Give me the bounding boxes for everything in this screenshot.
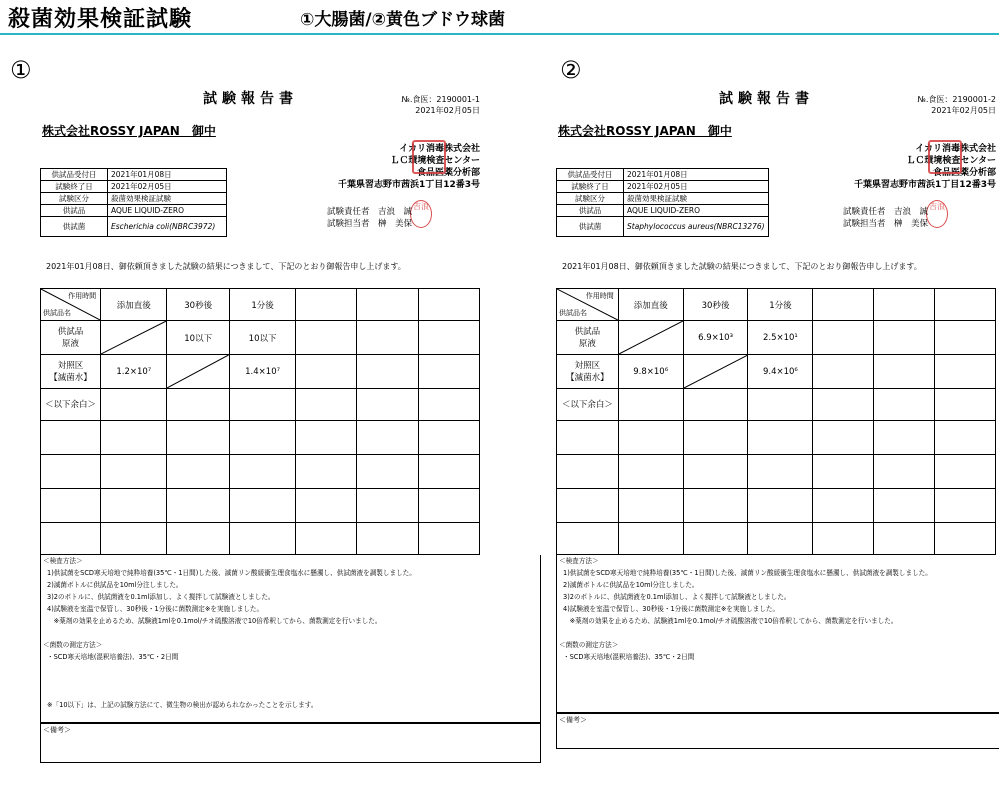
note-line: ※「10以下」は、上記の試験方法にて、微生物の検出が認められなかったことを示します。	[47, 701, 318, 709]
title-underline	[0, 33, 999, 35]
report-title: 試験報告書	[203, 91, 298, 107]
column-header: 添加直後	[101, 289, 167, 321]
table-cell-na	[683, 355, 748, 389]
table-cell	[618, 455, 683, 489]
table-row	[557, 455, 996, 489]
table-cell	[296, 389, 357, 421]
row-label	[557, 389, 619, 421]
table-cell	[101, 489, 167, 523]
column-header: 1分後	[229, 289, 295, 321]
note-line	[41, 675, 540, 687]
column-header	[935, 289, 996, 321]
table-row	[41, 523, 480, 555]
row-label	[557, 455, 619, 489]
col-header-time: 作用時間	[585, 292, 614, 300]
table-cell	[167, 455, 230, 489]
column-header	[357, 289, 418, 321]
table-row	[557, 389, 996, 421]
column-header	[813, 289, 874, 321]
info-value: 2021年01月08日	[624, 169, 769, 181]
report-marker-2: ②	[560, 56, 582, 84]
table-cell	[935, 489, 996, 523]
tester-person: 試験担当者 榊 美保	[843, 219, 929, 229]
col-header-sample: 供試品名	[43, 309, 71, 317]
row-label	[41, 523, 101, 555]
info-value: 2021年01月08日	[108, 169, 227, 181]
report-title: 試験報告書	[719, 91, 814, 107]
note-line: 3)2のボトルに、供試菌液を0.1ml添加し、よく撹拌して試験液としました。	[563, 593, 791, 601]
info-value: Escherichia coli(NBRC3972)	[108, 217, 227, 237]
table-cell	[296, 321, 357, 355]
personal-seal-stamp: 吉浪	[410, 200, 432, 228]
table-cell	[167, 421, 230, 455]
col-header-time: 作用時間	[68, 292, 97, 300]
report-sheet-1	[40, 88, 480, 788]
info-key: 試験終了日	[41, 181, 108, 193]
info-key: 供試菌	[557, 217, 624, 237]
table-cell	[935, 355, 996, 389]
note-line: 4)試験液を室温で保管し、30秒後・1分後に菌数測定※を実施しました。	[47, 605, 264, 613]
row-label	[41, 355, 101, 389]
table-cell	[618, 389, 683, 421]
note-line: 4)試験液を室温で保管し、30秒後・1分後に菌数測定※を実施しました。	[563, 605, 780, 613]
test-method-notes	[40, 555, 541, 723]
responsible-block	[327, 206, 412, 230]
note-line: ※薬剤の効果を止めるため、試験液1mlを0.1mol/チオ硫酸溶液で10倍希釈してから、菌数測定を行いました。	[47, 617, 382, 625]
personal-seal-stamp: 吉浪	[926, 200, 948, 228]
table-cell	[813, 355, 874, 389]
table-cell	[874, 455, 935, 489]
note-line	[557, 627, 999, 639]
table-cell	[229, 489, 295, 523]
column-header: 30秒後	[683, 289, 748, 321]
table-cell	[101, 421, 167, 455]
table-cell: 1.4×10⁷	[229, 355, 295, 389]
note-line: 3)2のボトルに、供試菌液を0.1ml添加し、よく撹拌して試験液としました。	[47, 593, 275, 601]
table-cell	[296, 421, 357, 455]
responsible-person: 試験責任者 吉浪 誠	[843, 207, 929, 217]
table-cell: 2.5×10¹	[748, 321, 813, 355]
table-cell	[229, 421, 295, 455]
issuer-line: イカリ消毒株式会社	[915, 144, 996, 154]
info-key: 供試品	[41, 205, 108, 217]
company-seal-stamp	[928, 140, 962, 174]
row-label-text: 供試品 原液	[574, 326, 601, 349]
info-key: 試験終了日	[557, 181, 624, 193]
report-date: 2021年02月05日	[415, 106, 480, 115]
info-row	[41, 217, 227, 237]
table-cell	[357, 523, 418, 555]
info-value: 2021年02月05日	[624, 181, 769, 193]
table-cell	[874, 389, 935, 421]
info-value: AQUE LIQUID-ZERO	[108, 205, 227, 217]
row-label-text	[586, 433, 589, 443]
row-label	[557, 523, 619, 555]
row-label	[557, 489, 619, 523]
table-row	[557, 489, 996, 523]
note-line: ※薬剤の効果を止めるため、試験液1mlを0.1mol/チオ硫酸溶液で10倍希釈してから、菌数測定を行いました。	[563, 617, 898, 625]
table-cell	[418, 321, 479, 355]
row-label-text	[586, 501, 589, 511]
table-cell	[748, 523, 813, 555]
row-label-text	[69, 467, 72, 477]
table-row	[41, 455, 480, 489]
note-line	[41, 663, 540, 675]
table-cell	[296, 355, 357, 389]
row-label	[41, 321, 101, 355]
note-line: 2)滅菌ボトルに供試品を10ml分注しました。	[47, 581, 183, 589]
table-cell: 10以下	[229, 321, 295, 355]
note-line	[41, 687, 540, 699]
info-key: 供試品受付日	[41, 169, 108, 181]
table-cell: 9.4×10⁶	[748, 355, 813, 389]
row-label	[557, 421, 619, 455]
sample-info-table	[40, 168, 227, 237]
report-marker-1: ①	[10, 56, 32, 84]
results-header-row	[41, 289, 480, 321]
row-label-text: ＜以下余白＞	[561, 399, 613, 410]
table-cell	[813, 389, 874, 421]
note-line	[557, 675, 999, 687]
table-cell	[874, 523, 935, 555]
info-value: Staphylococcus aureus(NBRC13276)	[624, 217, 769, 237]
issuer-line: ＬＣ環境検査センター	[906, 156, 996, 166]
table-cell	[683, 455, 748, 489]
responsible-block	[843, 206, 928, 230]
info-value: 殺菌効果検証試験	[108, 193, 227, 205]
sample-info-table	[556, 168, 769, 237]
info-key: 試験区分	[557, 193, 624, 205]
table-cell	[229, 389, 295, 421]
row-label-text: ＜以下余白＞	[45, 399, 97, 410]
table-row	[557, 355, 996, 389]
info-key: 試験区分	[41, 193, 108, 205]
issuer-block	[854, 143, 996, 191]
remarks-box	[556, 713, 999, 749]
table-cell	[874, 489, 935, 523]
responsible-person: 試験責任者 吉浪 誠	[327, 207, 413, 217]
table-cell	[813, 321, 874, 355]
note-line: ＜検査方法＞	[559, 557, 599, 565]
table-cell	[357, 355, 418, 389]
issuer-line: イカリ消毒株式会社	[399, 144, 480, 154]
report-number: №.食医：2190001-2	[917, 95, 996, 104]
corner-header-cell	[557, 289, 619, 321]
row-label-text	[69, 534, 72, 544]
results-table	[40, 288, 480, 555]
table-cell	[813, 455, 874, 489]
title-bar	[0, 0, 999, 36]
row-label-text	[586, 534, 589, 544]
note-line: 2)滅菌ボトルに供試品を10ml分注しました。	[563, 581, 699, 589]
column-header	[874, 289, 935, 321]
results-table	[556, 288, 996, 555]
table-cell: 10以下	[167, 321, 230, 355]
table-cell-na	[167, 355, 230, 389]
row-label-text	[69, 501, 72, 511]
table-cell	[935, 421, 996, 455]
info-row	[41, 169, 227, 181]
table-row	[41, 321, 480, 355]
issuer-line: 食品医薬分析部	[932, 168, 996, 178]
table-cell	[167, 489, 230, 523]
table-cell	[935, 389, 996, 421]
remarks-box	[40, 723, 541, 763]
row-label	[41, 421, 101, 455]
table-cell	[618, 489, 683, 523]
column-header: 30秒後	[167, 289, 230, 321]
corner-header-cell	[41, 289, 101, 321]
table-cell	[874, 421, 935, 455]
table-cell	[813, 421, 874, 455]
company-seal-stamp	[412, 140, 446, 174]
remarks-label: ＜備考＞	[43, 726, 71, 734]
table-row	[41, 355, 480, 389]
table-cell	[357, 421, 418, 455]
issuer-line: ＬＣ環境検査センター	[390, 156, 480, 166]
row-label-text	[586, 467, 589, 477]
note-line: 1)供試菌をSCD寒天培地で純粋培養(35℃・1日間)した後、滅菌リン酸緩衝生理食塩水に懸濁し、供試菌液を調製しました。	[47, 569, 416, 577]
table-cell	[748, 455, 813, 489]
table-cell: 9.8×10⁶	[618, 355, 683, 389]
report-number: №.食医：2190001-1	[401, 95, 480, 104]
report-date: 2021年02月05日	[931, 106, 996, 115]
row-label	[41, 389, 101, 421]
note-line: ・SCD寒天培地(混釈培養法)、35℃・2日間	[47, 653, 179, 661]
issuer-line: 千葉県習志野市茜浜1丁目12番3号	[853, 180, 996, 190]
column-header	[418, 289, 479, 321]
report-sheet-2	[556, 88, 996, 788]
info-row	[557, 217, 769, 237]
note-line: 1)供試菌をSCD寒天培地で純粋培養(35℃・1日間)した後、滅菌リン酸緩衝生理食塩水に懸濁し、供試菌液を調製しました。	[563, 569, 932, 577]
table-cell-na	[101, 321, 167, 355]
note-line	[41, 627, 540, 639]
table-row	[41, 421, 480, 455]
row-label-text	[69, 433, 72, 443]
column-header	[296, 289, 357, 321]
report-number-block	[402, 94, 480, 116]
info-key: 供試菌	[41, 217, 108, 237]
table-row	[557, 421, 996, 455]
table-cell	[748, 389, 813, 421]
info-key: 供試品受付日	[557, 169, 624, 181]
results-header-row	[557, 289, 996, 321]
table-cell	[683, 421, 748, 455]
table-cell: 6.9×10³	[683, 321, 748, 355]
info-row	[557, 169, 769, 181]
table-cell	[357, 389, 418, 421]
table-cell-na	[618, 321, 683, 355]
table-cell	[101, 389, 167, 421]
table-cell	[418, 421, 479, 455]
table-cell	[357, 489, 418, 523]
row-label	[557, 321, 619, 355]
table-cell	[935, 455, 996, 489]
test-method-notes	[556, 555, 999, 713]
table-row	[41, 489, 480, 523]
table-cell	[418, 389, 479, 421]
table-cell	[229, 455, 295, 489]
table-row	[557, 523, 996, 555]
page-subtitle: ①大腸菌/②黄色ブドウ球菌	[300, 10, 505, 30]
info-value: 殺菌効果検証試験	[624, 193, 769, 205]
info-row	[41, 181, 227, 193]
client-name: 株式会社ROSSY JAPAN 御中	[42, 124, 216, 138]
row-label-text: 対照区 【滅菌水】	[49, 360, 92, 383]
table-cell	[874, 321, 935, 355]
table-cell	[357, 321, 418, 355]
table-cell	[748, 489, 813, 523]
info-row	[557, 193, 769, 205]
table-cell	[296, 489, 357, 523]
issuer-block	[338, 143, 480, 191]
report-number-block	[918, 94, 996, 116]
table-cell	[813, 523, 874, 555]
issuer-line: 千葉県習志野市茜浜1丁目12番3号	[337, 180, 480, 190]
table-cell	[935, 321, 996, 355]
note-line	[557, 699, 999, 711]
greeting-text: 2021年01月08日、御依頼頂きました試験の結果につきまして、下記のとおり御報告申し上げます。	[562, 262, 922, 271]
client-name: 株式会社ROSSY JAPAN 御中	[558, 124, 732, 138]
note-line: ＜菌数の測定方法＞	[559, 641, 619, 649]
table-cell	[813, 489, 874, 523]
table-cell	[167, 389, 230, 421]
table-cell	[618, 421, 683, 455]
table-cell	[296, 523, 357, 555]
note-line: ＜菌数の測定方法＞	[43, 641, 103, 649]
row-label	[557, 355, 619, 389]
info-key: 供試品	[557, 205, 624, 217]
note-line: ＜検査方法＞	[43, 557, 83, 565]
info-row	[557, 205, 769, 217]
table-cell	[683, 389, 748, 421]
row-label-text: 対照区 【滅菌水】	[566, 360, 609, 383]
column-header: 1分後	[748, 289, 813, 321]
table-cell	[874, 355, 935, 389]
greeting-text: 2021年01月08日、御依頼頂きました試験の結果につきまして、下記のとおり御報告申し上げます。	[46, 262, 406, 271]
note-line	[557, 663, 999, 675]
table-cell	[418, 523, 479, 555]
remarks-label: ＜備考＞	[559, 716, 587, 724]
page-title: 殺菌効果検証試験	[8, 7, 193, 32]
info-row	[557, 181, 769, 193]
info-value: 2021年02月05日	[108, 181, 227, 193]
table-cell	[357, 455, 418, 489]
row-label	[41, 489, 101, 523]
note-line: ・SCD寒天培地(混釈培養法)、35℃・2日間	[563, 653, 695, 661]
row-label	[41, 455, 101, 489]
info-row	[41, 193, 227, 205]
issuer-line: 食品医薬分析部	[416, 168, 480, 178]
column-header: 添加直後	[618, 289, 683, 321]
info-row	[41, 205, 227, 217]
table-cell	[167, 523, 230, 555]
table-cell	[418, 489, 479, 523]
table-cell	[683, 523, 748, 555]
table-cell	[229, 523, 295, 555]
table-row	[41, 389, 480, 421]
table-cell: 1.2×10⁷	[101, 355, 167, 389]
table-cell	[418, 455, 479, 489]
table-row	[557, 321, 996, 355]
table-cell	[101, 455, 167, 489]
col-header-sample: 供試品名	[559, 309, 587, 317]
table-cell	[296, 455, 357, 489]
table-cell	[748, 421, 813, 455]
table-cell	[618, 523, 683, 555]
row-label-text: 供試品 原液	[57, 326, 84, 349]
info-value: AQUE LIQUID-ZERO	[624, 205, 769, 217]
table-cell	[683, 489, 748, 523]
note-line	[557, 687, 999, 699]
table-cell	[101, 523, 167, 555]
table-cell	[935, 523, 996, 555]
table-cell	[418, 355, 479, 389]
tester-person: 試験担当者 榊 美保	[327, 219, 413, 229]
